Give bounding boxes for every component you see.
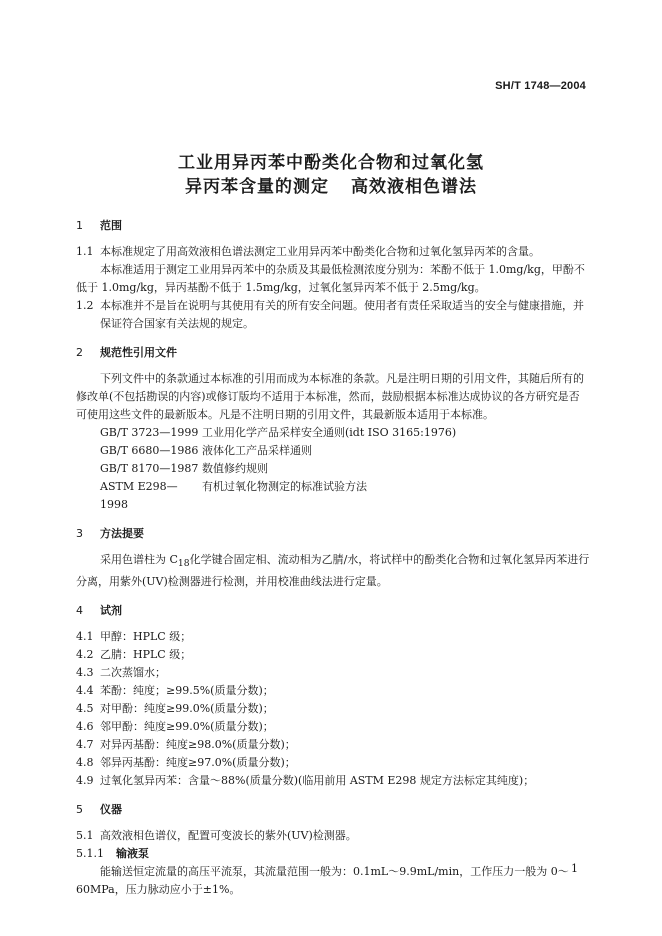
clause-5-1 [76, 827, 590, 845]
clause-number: 4.4 [76, 684, 94, 698]
clause-number: 4.8 [76, 756, 94, 770]
clause-number: 4.1 [76, 630, 94, 644]
section-4-title: 试剂 [100, 604, 122, 618]
clause-text: 高效液相色谱仪，配置可变波长的紫外(UV)检测器。 [100, 829, 357, 843]
clause-text: 本标准规定了用高效液相色谱法测定工业用异丙苯中酚类化合物和过氧化氢异丙苯的含量。 [100, 245, 540, 258]
reagent-item [76, 628, 590, 646]
reference-code: GB/T 8170—1987 [100, 462, 199, 475]
reagent-item [76, 682, 590, 700]
reagent-text: 乙腈：HPLC 级； [100, 648, 192, 662]
section-5-number: 5 [76, 803, 83, 817]
section-3-number: 3 [76, 527, 83, 540]
section-1-heading [76, 217, 590, 235]
clause-number: 4.6 [76, 720, 94, 734]
reference-code: GB/T 6680—1986 [100, 444, 199, 457]
subclause-title: 输液泵 [116, 847, 149, 861]
reference-title: 液体化工产品采样通则 [202, 444, 312, 457]
title-line-1: 工业用异丙苯中酚类化合物和过氧化氢 [178, 153, 484, 173]
paragraph: 能输送恒定流量的高压平流泵，其流量范围一般为：0.1mL～9.9mL/min，工作压力一般为 0～60MPa，压力脉动应小于±1%。 [76, 865, 569, 897]
paragraph: 本标准适用于测定工业用异丙苯中的杂质及其最低检测浓度分别为：苯酚不低于 1.0mg/kg，甲酚不低于 1.0mg/kg，异丙基酚不低于 1.5mg/kg，过氧化氢异丙苯不低于 2.5mg/kg。 [76, 263, 585, 294]
reagent-text: 甲醇：HPLC 级； [100, 630, 192, 644]
clause-number: 1.2 [76, 299, 94, 312]
reagent-text: 苯酚：纯度；≥99.5%(质量分数)； [100, 684, 274, 698]
reagent-text: 对异丙基酚：纯度≥98.0%(质量分数)； [100, 738, 296, 752]
clause-1-2 [76, 297, 590, 333]
clause-number: 4.3 [76, 666, 94, 680]
reagent-item [76, 646, 590, 664]
section-2-heading [76, 344, 590, 362]
reference-item [76, 478, 590, 514]
clause-number: 5.1.1 [76, 847, 104, 861]
reagent-item [76, 700, 590, 718]
reagent-item [76, 772, 590, 790]
title-line-2b: 高效液相色谱法 [351, 177, 477, 197]
reference-title: 工业用化学产品采样安全通则(idt ISO 3165:1976) [202, 426, 457, 439]
column-subscript: 18 [177, 558, 190, 570]
clause-number: 4.5 [76, 702, 94, 716]
section-2-title: 规范性引用文件 [100, 346, 177, 359]
clause-5-1-1 [76, 845, 590, 863]
reference-item [76, 442, 590, 460]
reference-title: 数值修约规则 [202, 462, 268, 475]
reagent-text: 过氧化氢异丙苯：含量～88%(质量分数)(临用前用 ASTM E298 规定方法标定其纯度)； [100, 774, 535, 788]
reagent-text: 对甲酚：纯度≥99.0%(质量分数)； [100, 702, 274, 716]
reagent-item [76, 718, 590, 736]
section-4-number: 4 [76, 604, 83, 618]
paragraph: 下列文件中的条款通过本标准的引用而成为本标准的条款。凡是注明日期的引用文件，其随后所有的修改单(不包括勘误的内容)或修订版均不适用于本标准，然而，鼓励根据本标准达成协议的各方研究是否可使用这些文件的最新版本。凡是不注明日期的引用文件，其最新版本适用于本标准。 [76, 372, 584, 421]
clause-number: 5.1 [76, 829, 94, 843]
clause-number: 4.2 [76, 648, 94, 662]
reagent-item [76, 736, 590, 754]
section-3-heading [76, 525, 590, 543]
clause-text: 本标准并不是旨在说明与其使用有关的所有安全问题。使用者有责任采取适当的安全与健康措施，并保证符合国家有关法规的规定。 [100, 299, 584, 330]
document-body [76, 217, 590, 899]
reference-item [76, 460, 590, 478]
title-line-2 [0, 172, 662, 197]
section-2-number: 2 [76, 346, 83, 359]
reagent-text: 二次蒸馏水； [100, 666, 166, 680]
reference-item [76, 424, 590, 442]
method-text-a: 采用色谱柱为 C [100, 553, 178, 566]
section-3-title: 方法提要 [100, 527, 144, 540]
clause-number: 1.1 [76, 245, 94, 258]
reagent-item [76, 664, 590, 682]
paragraph [76, 551, 590, 591]
section-5-heading [76, 801, 590, 819]
reagent-text: 邻甲酚：纯度≥99.0%(质量分数)； [100, 720, 274, 734]
standard-code: SH/T 1748—2004 [495, 80, 586, 92]
reference-code: ASTM E298—1998 [100, 480, 178, 511]
clause-number: 4.7 [76, 738, 94, 752]
clause-1-1 [76, 243, 590, 261]
reagent-text: 邻异丙基酚：纯度≥97.0%(质量分数)； [100, 756, 296, 770]
section-4-heading [76, 602, 590, 620]
reference-code: GB/T 3723—1999 [100, 426, 199, 439]
title-line-2a: 异丙苯含量的测定 [185, 177, 329, 197]
clause-number: 4.9 [76, 774, 94, 788]
section-1-title: 范围 [100, 219, 122, 232]
reagent-item [76, 754, 590, 772]
section-1-number: 1 [76, 219, 83, 232]
page-number: 1 [571, 862, 578, 875]
reference-title: 有机过氧化物测定的标准试验方法 [202, 480, 367, 493]
method-text-b: 化学键合固定相、流动相为乙腈/水，将试样中的酚类化合物和过氧化氢异丙苯进行分离，用紫外(UV)检测器进行检测，并用校准曲线法进行定量。 [76, 553, 590, 589]
section-5-title: 仪器 [100, 803, 122, 817]
